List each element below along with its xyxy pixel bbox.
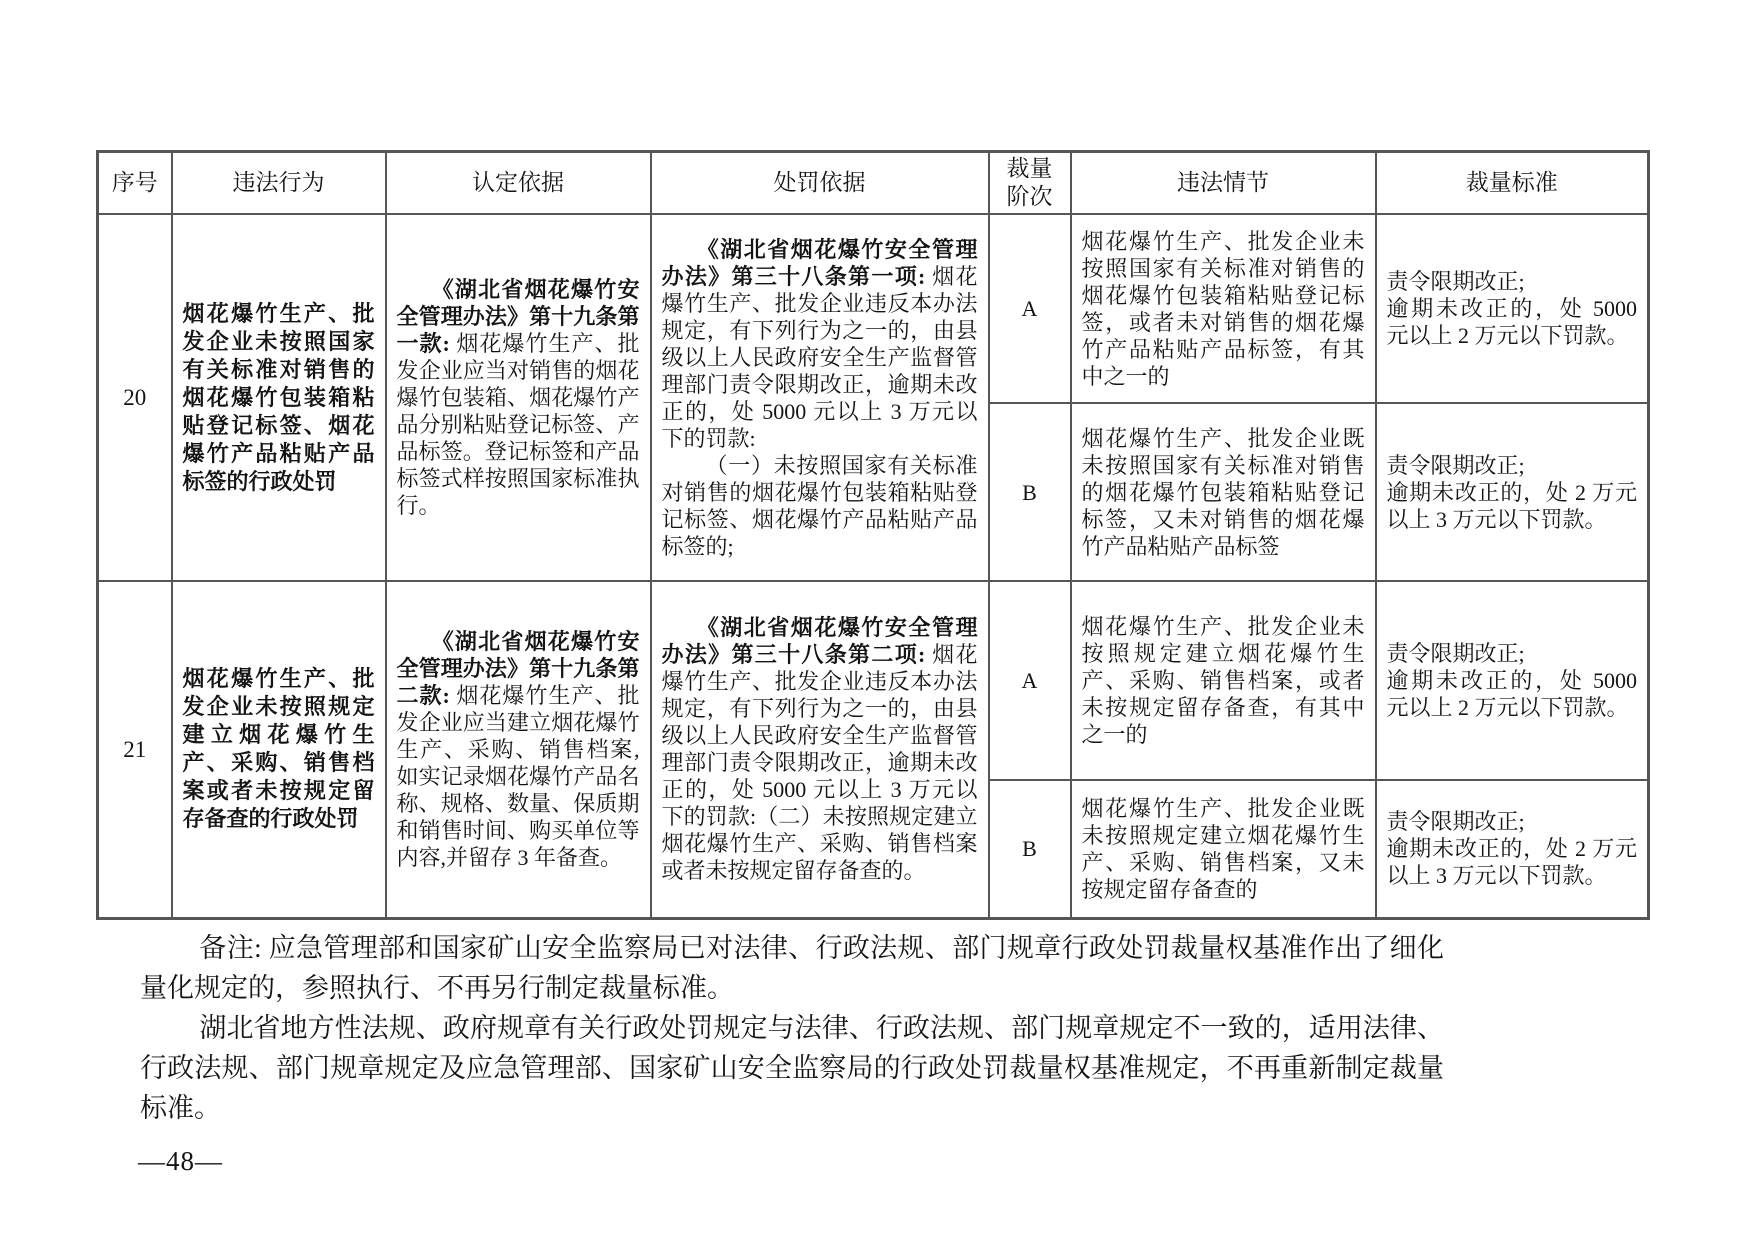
row21a-standard	[1376, 581, 1649, 780]
standard-line: 逾期未改正的，处 2 万元以上 3 万元以下罚款。	[1386, 479, 1637, 532]
row20-number: 20	[98, 214, 172, 581]
table-row	[98, 581, 1649, 780]
standard-line: 逾期未改正的，处 2 万元以上 3 万元以下罚款。	[1386, 836, 1637, 889]
basis-paragraph	[397, 628, 640, 871]
col-header-level: 裁量阶次	[989, 152, 1071, 215]
row21-number: 21	[98, 581, 172, 918]
penalty-paragraph	[662, 236, 978, 452]
footnote-provision: 湖北省地方性法规、政府规章有关行政处罚规定与法律、行政法规、部门规章规定不一致的，适用法律、行政法规、部门规章规定及应急管理部、国家矿山安全监察局的行政处罚裁量权基准规定，不再重新制定裁量标准。	[140, 1013, 1444, 1123]
row20b-circumstance	[1071, 403, 1376, 581]
table-header-row	[98, 152, 1649, 215]
col-header-penalty: 处罚依据	[651, 152, 989, 215]
standard-line: 责令限期改正;	[1386, 269, 1525, 294]
row21-basis	[386, 581, 651, 918]
row20-basis	[386, 214, 651, 581]
standard-line: 逾期未改正的，处 5000 元以上 2 万元以下罚款。	[1386, 296, 1637, 348]
row21-violation	[172, 581, 386, 918]
basis-body-text: 烟花爆竹生产、批发企业应当建立烟花爆竹生产、采购、销售档案,如实记录烟花爆竹产品名称、规格、数量、保质期和销售时间、购买单位等内容,并留存 3 年备查。	[396, 682, 640, 870]
row20a-level: A	[989, 214, 1071, 403]
row20-violation	[172, 214, 386, 581]
row20a-standard	[1376, 214, 1649, 403]
standard-line: 责令限期改正;	[1386, 809, 1525, 835]
violation-text: 烟花爆竹生产、批发企业未按照国家有关标准对销售的烟花爆竹包装箱粘贴登记标签、烟花爆竹产品粘贴产品标签的行政处罚	[182, 300, 375, 494]
penalty-body-text: 烟花爆竹生产、批发企业违反本办法规定，有下列行为之一的，由县级以上人民政府安全生产监督管理部门责令限期改正，逾期未改正的，处 5000 元以上 3 万元以下的罚款:	[661, 263, 978, 451]
penalty-discretion-table	[96, 150, 1650, 920]
standard-line: 责令限期改正;	[1386, 452, 1525, 478]
col-header-no: 序号	[98, 152, 172, 215]
row21b-circumstance	[1071, 780, 1376, 918]
table-row	[98, 214, 1649, 403]
penalty-law-title: 《湖北省烟花爆竹安全管理办法》第三十八条第一项:	[661, 236, 978, 289]
basis-law-title: 《湖北省烟花爆竹安全管理办法》第十九条第二款:	[396, 628, 640, 708]
circumstance-text: 烟花爆竹生产、批发企业既未按照规定建立烟花爆竹生产、采购、销售档案，又未按规定留存备查的	[1081, 795, 1365, 902]
col-header-basis: 认定依据	[386, 152, 651, 215]
row21a-circumstance	[1071, 581, 1376, 780]
circumstance-text: 烟花爆竹生产、批发企业既未按照国家有关标准对销售的烟花爆竹包装箱粘贴登记标签，又未对销售的烟花爆竹产品粘贴产品标签	[1081, 425, 1365, 559]
circumstance-text: 烟花爆竹生产、批发企业未按照规定建立烟花爆竹生产、采购、销售档案，或者未按规定留存备查，有其中之一的	[1081, 614, 1365, 747]
row20b-standard	[1376, 403, 1649, 581]
row21b-standard	[1376, 780, 1649, 918]
page-number: —48—	[138, 1146, 223, 1176]
violation-text: 烟花爆竹生产、批发企业未按照规定建立烟花爆竹生产、采购、销售档案或者未按规定留存备查的行政处罚	[182, 666, 375, 832]
penalty-paragraph	[662, 614, 978, 884]
footnotes	[140, 928, 1444, 1128]
row21-penalty	[651, 581, 989, 918]
row21a-level: A	[989, 581, 1071, 780]
basis-law-title: 《湖北省烟花爆竹安全管理办法》第十九条第一款:	[396, 277, 640, 356]
row20-penalty	[651, 214, 989, 581]
standard-line: 责令限期改正;	[1386, 641, 1525, 666]
row20a-circumstance	[1071, 214, 1376, 403]
penalty-body-text: 烟花爆竹生产、批发企业违反本办法规定，有下列行为之一的，由县级以上人民政府安全生产监督管理部门责令限期改正，逾期未改正的，处 5000 元以上 3 万元以下的罚款:（二）未按照规定建立烟花爆竹生产、采购、销售档案或者未按规定留存备查的。	[661, 642, 978, 884]
footnote-remark: 备注: 应急管理部和国家矿山安全监察局已对法律、行政法规、部门规章行政处罚裁量权基准作出了细化量化规定的，参照执行、不再另行制定裁量标准。	[140, 933, 1444, 1003]
row21b-level: B	[989, 780, 1071, 918]
penalty-law-title: 《湖北省烟花爆竹安全管理办法》第三十八条第二项:	[661, 615, 978, 668]
penalty-item-text: （一）未按照国家有关标准对销售的烟花爆竹包装箱粘贴登记标签、烟花爆竹产品粘贴产品标签的;	[661, 452, 978, 559]
col-header-violation: 违法行为	[172, 152, 386, 215]
col-header-circumstance: 违法情节	[1071, 152, 1376, 215]
circumstance-text: 烟花爆竹生产、批发企业未按照国家有关标准对销售的烟花爆竹包装箱粘贴登记标签，或者未对销售的烟花爆竹产品粘贴产品标签，有其中之一的	[1081, 228, 1365, 389]
col-header-standard: 裁量标准	[1376, 152, 1649, 215]
standard-line: 逾期未改正的，处 5000 元以上 2 万元以下罚款。	[1386, 668, 1637, 720]
basis-paragraph	[397, 276, 640, 519]
basis-body-text: 烟花爆竹生产、批发企业应当对销售的烟花爆竹包装箱、烟花爆竹产品分别粘贴登记标签、产品标签。登记标签和产品标签式样按照国家标准执行。	[396, 331, 640, 518]
row20b-level: B	[989, 403, 1071, 581]
